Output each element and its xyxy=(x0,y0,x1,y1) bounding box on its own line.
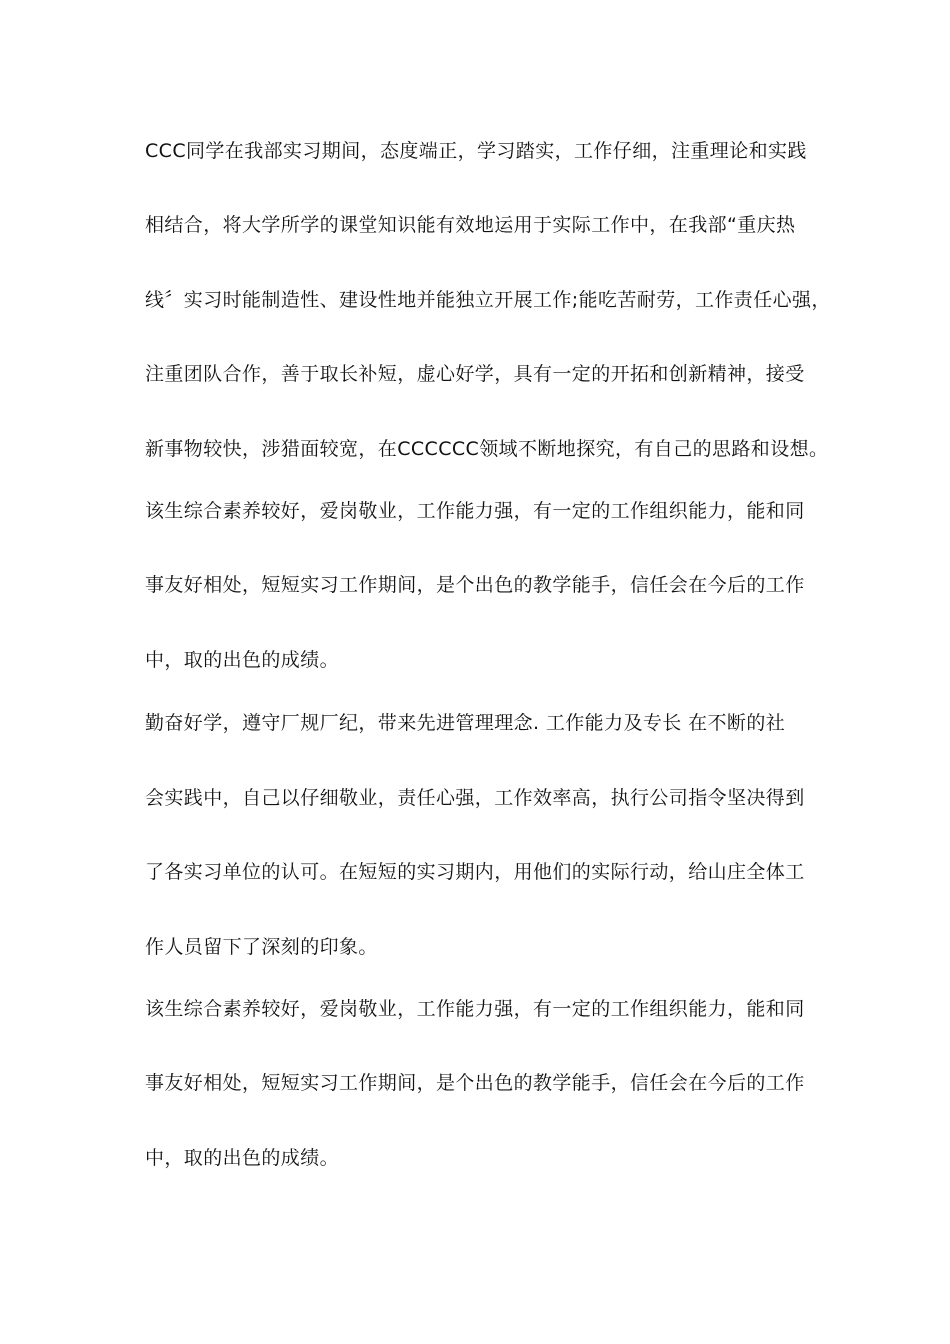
text-line: 作人员留下了深刻的印象。 xyxy=(145,936,378,958)
text-line: 线〞实习时能制造性、建设性地并能独立开展工作;能吃苦耐劳，工作责任心强， xyxy=(145,289,831,311)
text-line: 该生综合素养较好，爱岗敬业，工作能力强，有一定的工作组织能力，能和同 xyxy=(145,998,805,1020)
text-line: 相结合，将大学所学的课堂知识能有效地运用于实际工作中，在我部“重庆热 xyxy=(145,214,796,236)
text-line: 事友好相处，短短实习工作期间，是个出色的教学能手，信任会在今后的工作 xyxy=(145,1072,805,1094)
text-line: 中，取的出色的成绩。 xyxy=(145,649,340,671)
text-line: 会实践中，自己以仔细敬业，责任心强，工作效率高，执行公司指令坚决得到 xyxy=(145,787,805,809)
text-line: 该生综合素养较好，爱岗敬业，工作能力强，有一定的工作组织能力，能和同 xyxy=(145,500,805,522)
text-line: 中，取的出色的成绩。 xyxy=(145,1147,340,1169)
text-line: CCC同学在我部实习期间，态度端正，学习踏实，工作仔细，注重理论和实践 xyxy=(145,140,807,162)
text-line: 新事物较快，涉猎面较宽，在CCCCCC领域不断地探究，有自己的思路和设想。 xyxy=(145,438,829,460)
text-line: 勤奋好学，遵守厂规厂纪，带来先进管理理念. 工作能力及专长 在不断的社 xyxy=(145,712,786,734)
text-line: 事友好相处，短短实习工作期间，是个出色的教学能手，信任会在今后的工作 xyxy=(145,574,805,596)
text-line: 了各实习单位的认可。在短短的实习期内，用他们的实际行动，给山庄全体工 xyxy=(145,861,805,883)
text-line: 注重团队合作，善于取长补短，虚心好学，具有一定的开拓和创新精神，接受 xyxy=(145,363,805,385)
